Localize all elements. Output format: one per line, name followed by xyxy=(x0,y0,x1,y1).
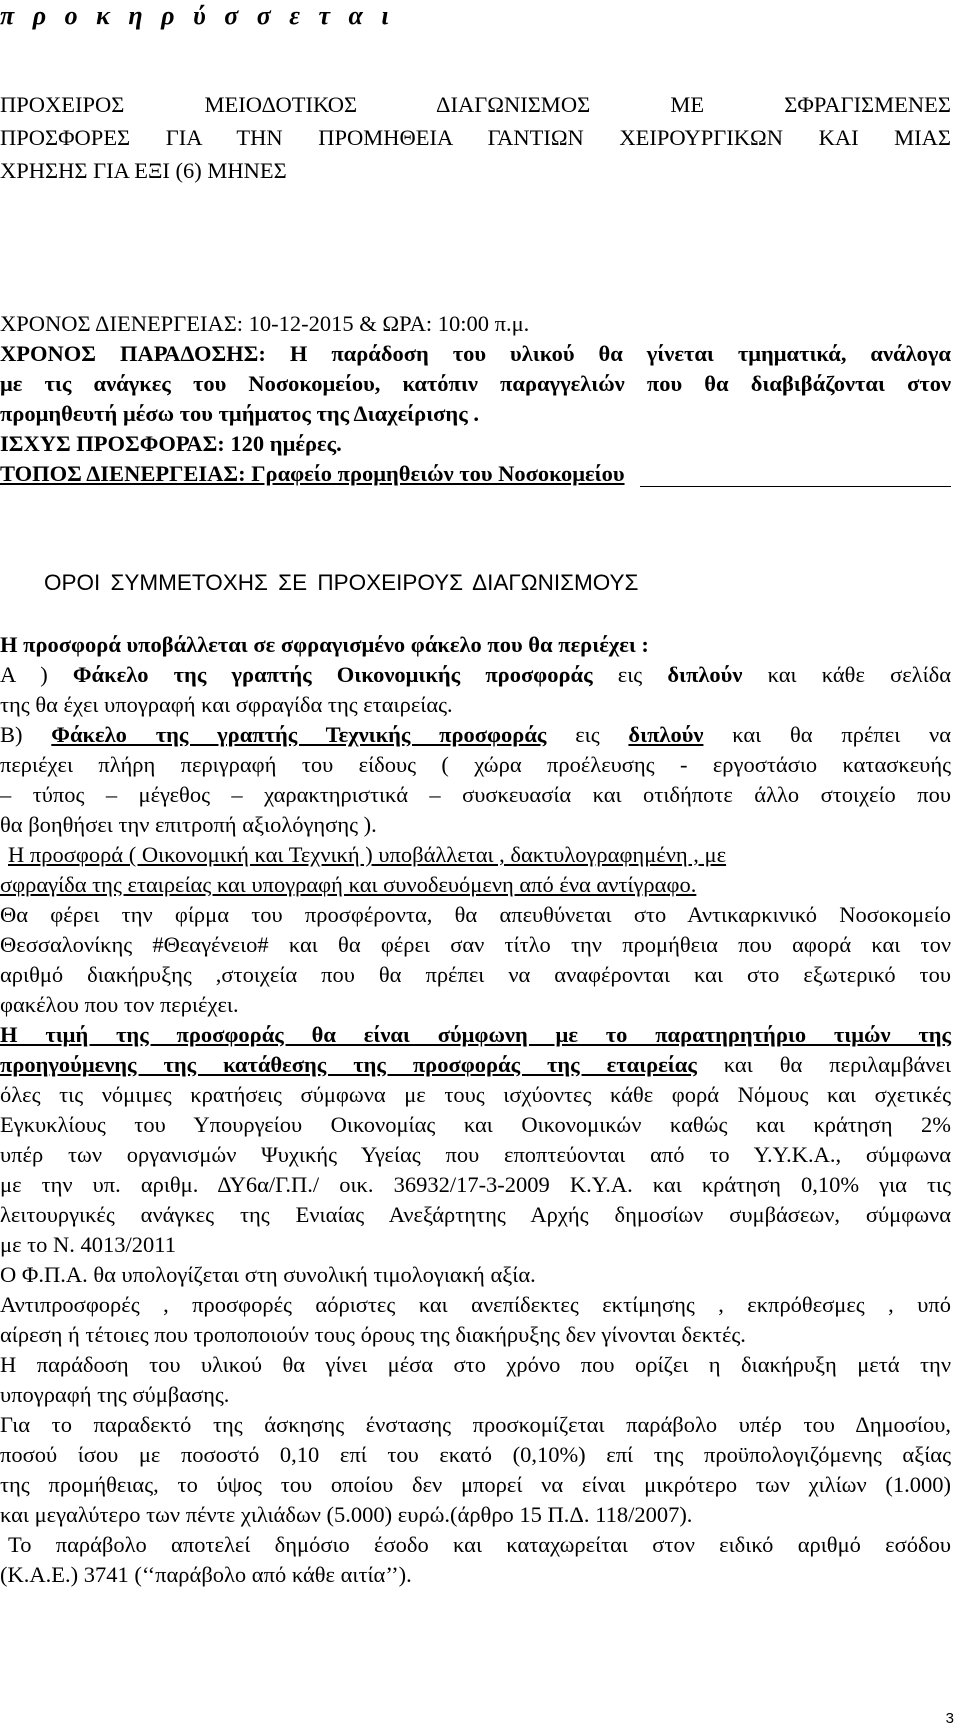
offer-validity: ΙΣΧΥΣ ΠΡΟΣΦΟΡΑΣ: 120 ημέρες. xyxy=(0,431,342,456)
envelope-item-b-line-4: θα βοηθήσει την επιτροπή αξιολόγησης ). xyxy=(0,812,377,837)
firm-line-4: φακέλου που τον περιέχει. xyxy=(0,992,239,1017)
place-of-tender: ΤΟΠΟΣ ΔΙΕΝΕΡΓΕΙΑΣ: Γραφείο προμηθειών του Νοσοκομείου xyxy=(0,461,625,486)
counter-offers-line-2: αίρεση ή τέτοιες που τροποποιούν τους όρους της διακήρυξης δεν γίνονται δεκτές. xyxy=(0,1322,746,1347)
envelope-item-a-line-2: της θα έχει υπογραφή και σφραγίδα της εταιρείας. xyxy=(0,692,453,717)
fee-line-4: και μεγαλύτερο των πέντε χιλιάδων (5.000) ευρώ.(άρθρο 15 Π.Δ. 118/2007). xyxy=(0,1502,693,1527)
price-line-2: προηγούμενης της κατάθεσης της προσφοράς της εταιρείας και θα περιλαμβάνει xyxy=(0,1052,952,1077)
envelope-intro: Η προσφορά υποβάλλεται σε σφραγισμένο φάκελο που θα περιέχει : xyxy=(0,632,649,657)
fee-line-1: Για το παραδεκτό της άσκησης ένστασης προσκομίζεται παράβολο υπέρ του Δημοσίου, xyxy=(0,1412,951,1437)
counter-offers-line-1: Αντιπροσφορές , προσφορές αόριστες και ανεπίδεκτες εκτίμησης , εκπρόθεσμες , υπό xyxy=(0,1292,951,1317)
fee-line-6: (Κ.Α.Ε.) 3741 (‘‘παράβολο από κάθε αιτία’’). xyxy=(0,1562,412,1587)
submission-line-2: σφραγίδα της εταιρείας και υπογραφή και συνοδευόμενη από ένα αντίγραφο. xyxy=(0,872,697,897)
delivery-time-line-2: με τις ανάγκες του Νοσοκομείου, κατόπιν παραγγελιών που θα διαβιβάζονται στον xyxy=(0,371,951,396)
price-line-5: υπέρ των οργανισμών Ψυχικής Υγείας που εποπτεύονται από το Υ.Υ.Κ.Α., σύμφωνα xyxy=(0,1142,951,1167)
conditions-title: ΟΡΟΙ ΣΥΜΜΕΤΟΧΗΣ ΣΕ ΠΡΟΧΕΙΡΟΥΣ ΔΙΑΓΩΝΙΣΜΟΥΣ xyxy=(44,570,639,595)
firm-line-2: Θεσσαλονίκης #Θεαγένειο# και θα φέρει σαν τίτλο την προμήθεια που αφορά και τον xyxy=(0,932,951,957)
fee-line-5: Το παράβολο αποτελεί δημόσιο έσοδο και καταχωρείται στον ειδικό αριθμό εσόδου xyxy=(8,1532,951,1557)
price-line-1: Η τιμή της προσφοράς θα είναι σύμφωνη με το παρατηρητήριο τιμών της xyxy=(0,1022,951,1047)
start-time: ΧΡΟΝΟΣ ΔΙΕΝΕΡΓΕΙΑΣ: 10-12-2015 & ΩΡΑ: 10:00 π.μ. xyxy=(0,311,530,336)
delivery-line-1: Η παράδοση του υλικού θα γίνει μέσα στο χρόνο που ορίζει η διακήρυξη μετά την xyxy=(0,1352,951,1377)
delivery-time-line-1: ΧΡΟΝΟΣ ΠΑΡΑΔΟΣΗΣ: Η παράδοση του υλικού θα γίνεται τμηματικά, ανάλογα xyxy=(0,341,951,366)
submission-line-1: Η προσφορά ( Οικονομική και Τεχνική ) υποβάλλεται , δακτυλογραφημένη , με xyxy=(8,842,727,867)
tender-title-line-3: ΧΡΗΣΗΣ ΓΙΑ ΕΞΙ (6) ΜΗΝΕΣ xyxy=(0,158,287,183)
price-line-6: με την υπ. αριθμ. ΔΥ6α/Γ.Π./ οικ. 36932/17-3-2009 Κ.Υ.Α. και κράτηση 0,10% για τις xyxy=(0,1172,951,1197)
envelope-item-b-line-3: – τύπος – μέγεθος – χαρακτηριστικά – συσκευασία και οτιδήποτε άλλο στοιχείο που xyxy=(0,782,951,807)
price-line-4: Εγκυκλίους του Υπουργείου Οικονομίας και Οικονομικών καθώς και κράτηση 2% xyxy=(0,1112,951,1137)
price-line-3: όλες τις νόμιμες κρατήσεις σύμφωνα με τους ισχύοντες κάθε φορά Νόμους και σχετικές xyxy=(0,1082,951,1107)
page-number: 3 xyxy=(945,1710,954,1727)
price-line-8: με το Ν. 4013/2011 xyxy=(0,1232,176,1257)
page-heading: π ρ ο κ η ρ ύ σ σ ε τ α ι xyxy=(0,1,395,30)
fee-line-2: ποσού ίσου με ποσοστό 0,10 επί του εκατό (0,10%) επί της προϋπολογιζόμενης αξίας xyxy=(0,1442,951,1467)
firm-line-1: Θα φέρει την φίρμα του προσφέροντα, θα απευθύνεται στο Αντικαρκινικό Νοσοκομείο xyxy=(0,902,951,927)
delivery-time-line-3: προμηθευτή μέσω του τμήματος της Διαχείρισης . xyxy=(0,401,479,426)
envelope-item-a: Α ) Φάκελο της γραπτής Οικονομικής προσφοράς εις διπλούν και κάθε σελίδα xyxy=(0,662,952,687)
tender-title-line-1: ΠΡΟΧΕΙΡΟΣ ΜΕΙΟΔΟΤΙΚΟΣ ΔΙΑΓΩΝΙΣΜΟΣ ΜΕ ΣΦΡΑΓΙΣΜΕΝΕΣ xyxy=(0,92,951,117)
envelope-item-b: Β) Φάκελο της γραπτής Τεχνικής προσφοράς εις διπλούν και θα πρέπει να xyxy=(0,722,952,747)
envelope-item-b-line-2: περιέχει πλήρη περιγραφή του είδους ( χώρα προέλευσης - εργοστάσιο κατασκευής xyxy=(0,752,951,777)
firm-line-3: αριθμό διακήρυξης ,στοιχεία που θα πρέπει να αναφέρονται και στο εξωτερικό του xyxy=(0,962,951,987)
fee-line-3: της προμήθειας, το ύψος του οποίου δεν μπορεί να είναι μικρότερο των χιλίων (1.000) xyxy=(0,1472,951,1497)
delivery-line-2: υπογραφή της σύμβασης. xyxy=(0,1382,230,1407)
tender-title-line-2: ΠΡΟΣΦΟΡΕΣ ΓΙΑ ΤΗΝ ΠΡΟΜΗΘΕΙΑ ΓΑΝΤΙΩΝ ΧΕΙΡΟΥΡΓΙΚΩΝ ΚΑΙ ΜΙΑΣ xyxy=(0,125,951,150)
price-line-9: Ο Φ.Π.Α. θα υπολογίζεται στη συνολική τιμολογιακή αξία. xyxy=(0,1262,536,1287)
price-line-7: λειτουργικές ανάγκες της Ενιαίας Ανεξάρτητης Αρχής δημοσίων συμβάσεων, σύμφωνα xyxy=(0,1202,951,1227)
place-underline xyxy=(640,486,951,487)
